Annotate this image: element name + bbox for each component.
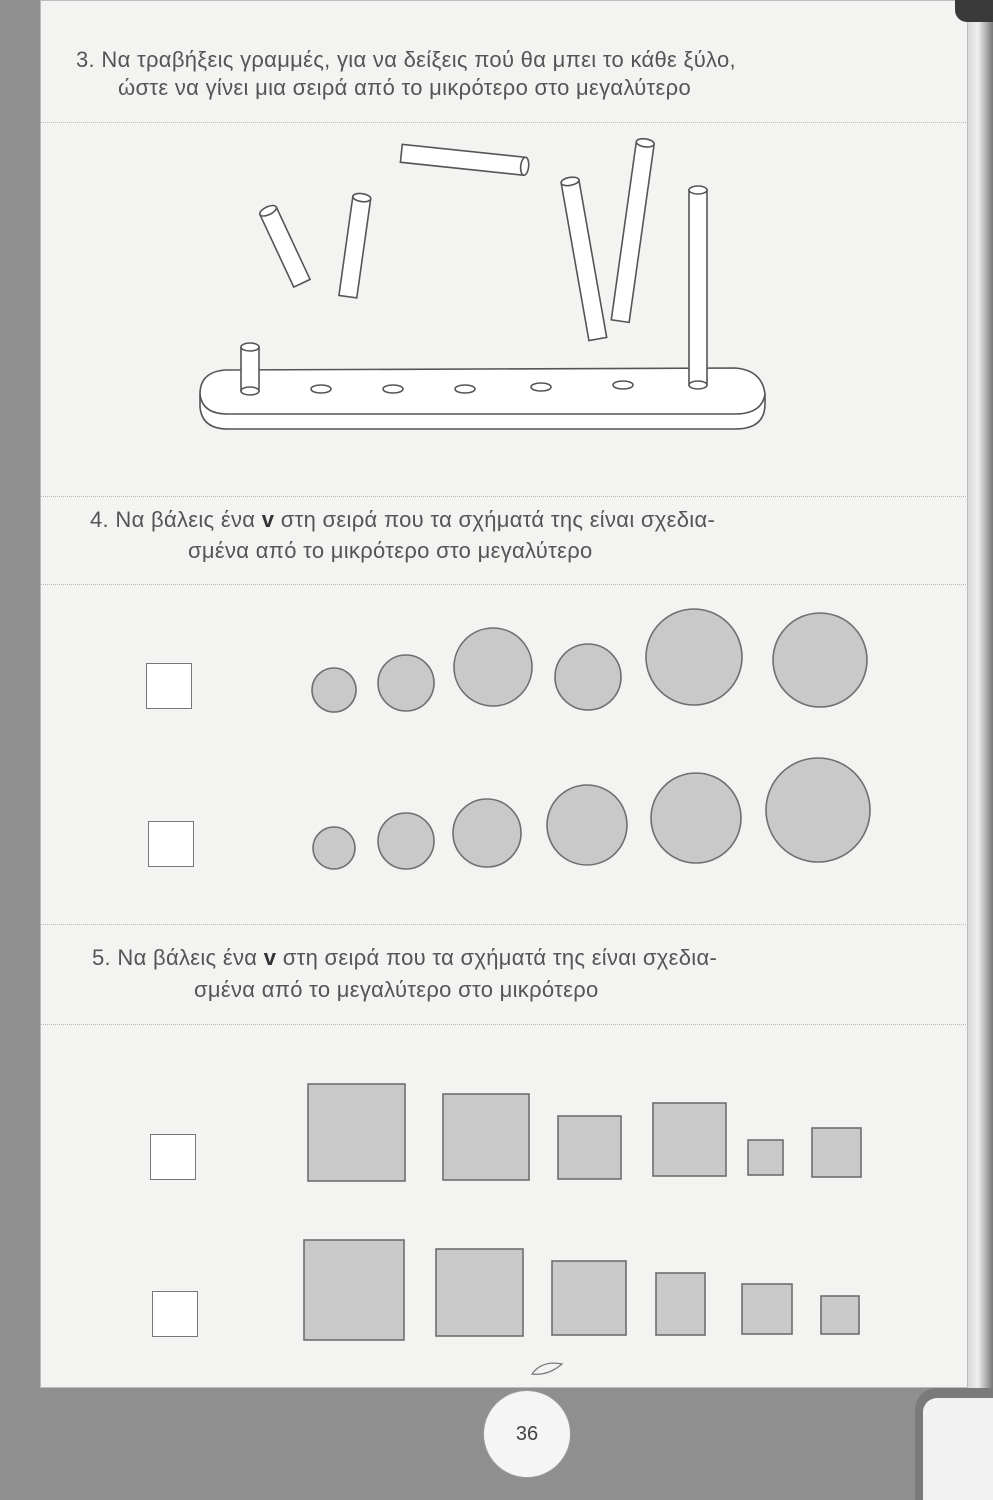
answer-checkbox-squares-row-1[interactable] — [150, 1134, 196, 1180]
stick-5 — [611, 138, 654, 323]
stick-4 — [560, 176, 606, 341]
dotted-divider — [40, 122, 968, 123]
exercise-5-instruction-start: Να βάλεις ένα — [117, 945, 258, 970]
circle-shape — [773, 613, 867, 707]
corner-tab — [955, 0, 993, 22]
square-shape — [308, 1084, 405, 1181]
exercise-4-instruction-end: στη σειρά που τα σχήματά της είναι σχεδια- — [280, 507, 716, 532]
answer-checkbox-circles-row-1[interactable] — [146, 663, 192, 709]
exercise-4-number: 4. — [90, 507, 109, 532]
stick-3 — [400, 144, 529, 175]
answer-checkbox-squares-row-2[interactable] — [152, 1291, 198, 1337]
exercise-5-instruction-end: στη σειρά που τα σχήματά της είναι σχεδια- — [282, 945, 718, 970]
circle-shape — [454, 628, 532, 706]
square-shape — [552, 1261, 626, 1335]
square-shape — [304, 1240, 404, 1340]
page-edge — [968, 0, 993, 1500]
circle-shape — [378, 813, 434, 869]
peg-hole — [613, 381, 633, 389]
circle-shape — [312, 668, 356, 712]
page-number: 36 — [483, 1390, 571, 1478]
exercise-3-number: 3. — [76, 47, 95, 72]
stick-1 — [258, 203, 310, 287]
circles-row-1 — [300, 600, 880, 720]
peg-hole — [455, 385, 475, 393]
square-shape — [653, 1103, 726, 1176]
side-tab — [915, 1388, 993, 1500]
squares-row-1 — [300, 1075, 880, 1187]
square-shape — [436, 1249, 523, 1336]
circle-shape — [555, 644, 621, 710]
peg-standing-short — [241, 343, 259, 395]
square-shape — [748, 1140, 783, 1175]
answer-checkbox-circles-row-2[interactable] — [148, 821, 194, 867]
circle-shape — [547, 785, 627, 865]
exercise-3-instruction-line-2: ώστε να γίνει μια σειρά από το μικρότερο στο μεγαλύτερο — [118, 75, 691, 100]
peg-hole — [311, 385, 331, 393]
circle-shape — [313, 827, 355, 869]
peg-standing-tall — [689, 186, 707, 389]
square-shape — [656, 1273, 705, 1335]
check-mark-symbol: v — [261, 507, 275, 532]
pegboard-illustration — [180, 132, 780, 437]
stick-2 — [339, 192, 371, 297]
exercise-4-line-1 — [90, 505, 715, 534]
squares-row-2 — [300, 1232, 880, 1344]
circle-shape — [378, 655, 434, 711]
square-shape — [742, 1284, 792, 1334]
peg-hole — [383, 385, 403, 393]
wooden-base — [200, 368, 765, 429]
exercise-5-instruction-line-2: σμένα από το μεγαλύτερο στο μικρότερο — [194, 977, 599, 1002]
exercise-5-line-1 — [92, 943, 717, 972]
circle-shape — [651, 773, 741, 863]
square-shape — [443, 1094, 529, 1180]
circle-shape — [646, 609, 742, 705]
exercise-4-instruction-line-2: σμένα από το μικρότερο στο μεγαλύτερο — [188, 538, 593, 563]
square-shape — [812, 1128, 861, 1177]
dotted-divider — [40, 924, 968, 925]
exercise-3-instruction-line-1: Να τραβήξεις γραμμές, για να δείξεις πού θα μπει το κάθε ξύλο, — [101, 47, 736, 72]
pencil-scribble — [528, 1358, 568, 1380]
dotted-divider — [40, 496, 968, 497]
exercise-5-number: 5. — [92, 945, 111, 970]
dotted-divider — [40, 584, 968, 585]
dotted-divider — [40, 1024, 968, 1025]
circle-shape — [766, 758, 870, 862]
square-shape — [821, 1296, 859, 1334]
peg-hole — [531, 383, 551, 391]
circles-row-2 — [300, 750, 880, 875]
square-shape — [558, 1116, 621, 1179]
exercise-4-instruction-start: Να βάλεις ένα — [115, 507, 256, 532]
check-mark-symbol: v — [263, 945, 277, 970]
exercise-3-line-1 — [76, 45, 736, 74]
circle-shape — [453, 799, 521, 867]
